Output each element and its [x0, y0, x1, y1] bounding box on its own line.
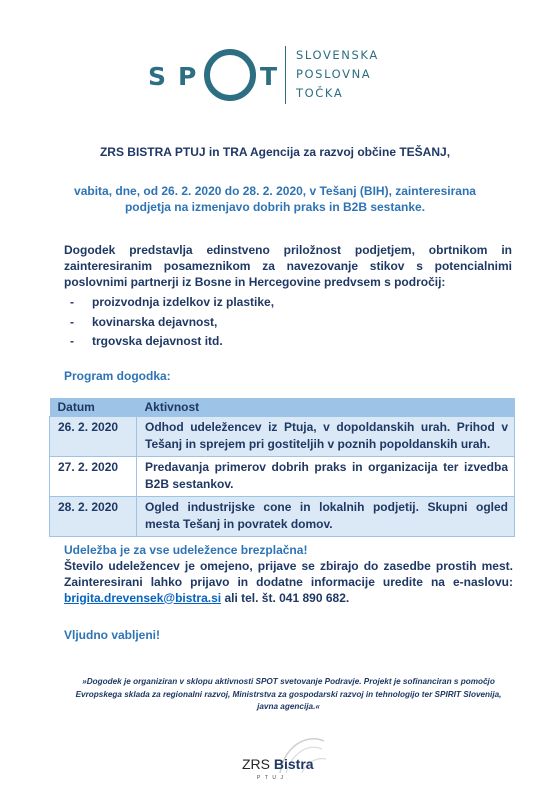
spot-logo-line-1: SLOVENSKA — [296, 48, 379, 62]
column-header-activity: Aktivnost — [137, 398, 515, 417]
spot-logo-mark — [146, 44, 286, 106]
zrs-bistra-logo-subtitle: PTUJ — [257, 775, 288, 781]
spot-logo-line-2: POSLOVNA — [296, 67, 372, 81]
table-row — [50, 497, 515, 537]
spot-logo-letter-s: S — [148, 62, 167, 91]
invitation-heading: ZRS BISTRA PTUJ in TRA Agencija za razvoj občine TEŠANJ, — [99, 145, 451, 159]
list-item: - proizvodnja izdelkov iz plastike, — [70, 295, 275, 309]
spot-logo-letter-t: T — [260, 62, 278, 91]
greeting: Vljudno vabljeni! — [64, 628, 161, 642]
intro-paragraph: Dogodek predstavlja edinstveno priložnost podjetjem, obrtnikom in zainteresiranim posameznikom za navezovanje stikov s potencialnimi poslovnimi partnerji iz Bosne in Hercegovine predvsem s področij: — [64, 243, 512, 289]
zrs-bistra-logo-part-1: ZRS — [242, 756, 274, 772]
spot-logo — [146, 44, 406, 106]
invitation-line-1: vabita, dne, od 26. 2. 2020 do 28. 2. 2020, v Tešanj (BIH), zainteresirana — [74, 184, 476, 198]
registration-text: Število udeležencev je omejeno, prijave se zbirajo do zasedbe prostih mest. Zainteresirani lahko prijavo in dodatne informacije uredite na e-naslovu: — [64, 559, 513, 589]
email-link[interactable]: brigita.drevensek@bistra.si — [64, 590, 222, 605]
free-participation-note: Udeležba je za vse udeležence brezplačna! — [64, 543, 308, 557]
zrs-bistra-logo-part-2: Bistra — [273, 756, 314, 772]
program-title: Program dogodka: — [64, 369, 171, 383]
row-activity: Predavanja primerov dobrih praks in organizacija ter izvedba B2B sestankov. — [137, 457, 515, 497]
row-date: 26. 2. 2020 — [50, 417, 137, 457]
spot-logo-wordmark — [296, 46, 379, 103]
table-header-row — [50, 398, 515, 417]
sector-list — [70, 293, 274, 352]
row-activity: Odhod udeležencev iz Ptuja, v dopoldanskih urah. Prihod v Tešanj in sprejem pri gostiteljih v poznih popoldanskih urah. — [137, 417, 515, 457]
row-date: 27. 2. 2020 — [50, 457, 137, 497]
column-header-date: Datum — [50, 398, 137, 417]
funding-footnote: »Dogodek je organiziran v sklopu aktivnosti SPOT svetovanje Podravje. Projekt je sofinanciran s pomočjo Evropskega sklada za regionalni razvoj, Ministrstva za gospodarski razvoj in tehnologijo ter SPIRIT Slovenija, javna agencija.« — [75, 677, 502, 711]
row-date: 28. 2. 2020 — [50, 497, 137, 537]
table-row — [50, 457, 515, 497]
list-item: - trgovska dejavnost itd. — [70, 334, 223, 348]
registration-info — [64, 559, 513, 606]
table-row — [50, 417, 515, 457]
zrs-bistra-logo — [242, 756, 314, 772]
row-activity: Ogled industrijske cone in lokalnih podjetij. Skupni ogled mesta Tešanj in povratek domov. — [137, 497, 515, 537]
list-item: - kovinarska dejavnost, — [70, 314, 218, 329]
program-table — [49, 398, 515, 537]
spot-logo-ring — [207, 52, 253, 98]
invitation-line-2: podjetja na izmenjavo dobrih praks in B2B sestanke. — [124, 200, 426, 214]
spot-logo-divider — [285, 46, 286, 104]
spot-logo-line-3: TOČKA — [296, 86, 344, 100]
phone-text: ali tel. št. 041 890 682. — [221, 590, 350, 605]
spot-logo-letter-p: P — [178, 62, 197, 91]
